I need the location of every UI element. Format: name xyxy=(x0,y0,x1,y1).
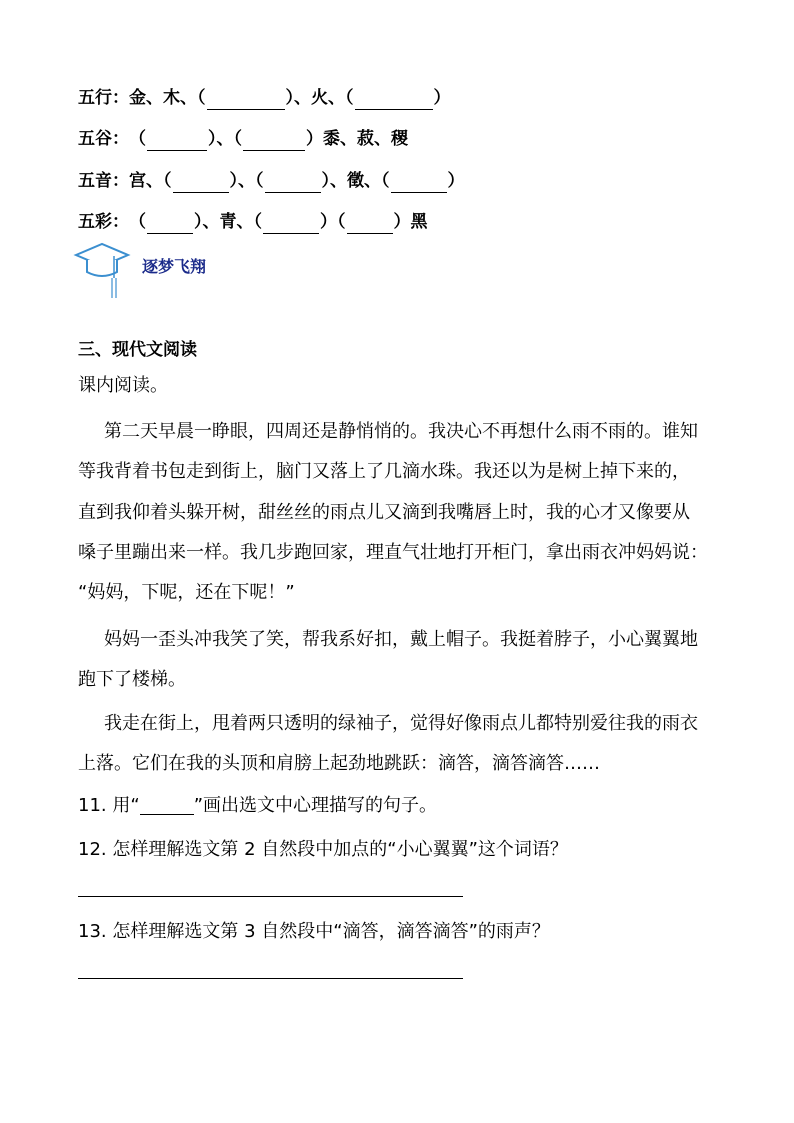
wuxing-blank-1[interactable] xyxy=(207,92,285,110)
wuxing-text-a: 金、木、（ xyxy=(129,88,206,108)
wuyin-text-b: ）、（ xyxy=(229,171,264,191)
section-subtitle: 课内阅读。 xyxy=(78,375,168,396)
wugu-blank-1[interactable] xyxy=(147,133,207,151)
wucai-blank-2[interactable] xyxy=(263,216,319,234)
wuxing-line xyxy=(78,86,451,110)
wuxing-label: 五行： xyxy=(78,88,129,108)
wuyin-text-d: ） xyxy=(447,171,465,191)
wucai-label: 五彩： xyxy=(78,212,129,232)
wuyin-line xyxy=(78,169,465,193)
wucai-text-d: ）黑 xyxy=(393,212,428,232)
wuyin-text-c: ）、徵、（ xyxy=(321,171,390,191)
passage-p3-l1: 我走在街上，甩着两只透明的绿袖子，觉得好像雨点儿都特别爱往我的雨衣 xyxy=(104,713,698,734)
wuxing-blank-2[interactable] xyxy=(355,92,433,110)
wugu-blank-2[interactable] xyxy=(243,133,305,151)
wuyin-label: 五音： xyxy=(78,171,129,191)
passage-p1-l1: 第二天早晨一睁眼，四周还是静悄悄的。我决心不再想什么雨不雨的。谁知 xyxy=(104,421,698,442)
question-11-blank[interactable] xyxy=(140,794,194,815)
wucai-text-a: （ xyxy=(129,212,146,232)
wugu-label: 五谷： xyxy=(78,129,129,149)
passage-p2-l2: 跑下了楼梯。 xyxy=(78,669,186,690)
passage-p3-l2: 上落。它们在我的头顶和肩膀上起劲地跳跃：滴答，滴答滴答…… xyxy=(78,753,600,774)
question-11 xyxy=(78,792,437,820)
passage-p1-l2: 等我背着书包走到街上，脑门又落上了几滴水珠。我还以为是树上掉下来的， xyxy=(78,461,690,482)
wuxing-text-b: ）、火、（ xyxy=(285,88,354,108)
passage-p1-l3: 直到我仰着头躲开树，甜丝丝的雨点儿又滴到我嘴唇上时，我的心才又像要从 xyxy=(78,502,690,523)
wugu-text-b: ）、（ xyxy=(208,129,242,149)
wuxing-text-c: ） xyxy=(433,88,451,108)
question-11-pre: 11. 用“ xyxy=(78,795,140,816)
question-11-post: ”画出选文中心理描写的句子。 xyxy=(193,795,438,816)
wuyin-text-a: 宫、（ xyxy=(129,171,172,191)
wuyin-blank-3[interactable] xyxy=(391,175,447,193)
answer-line-12[interactable] xyxy=(78,896,463,897)
wugu-text-c: ）黍、菽、稷 xyxy=(306,129,408,149)
wucai-blank-3[interactable] xyxy=(347,216,393,234)
section-title: 三、现代文阅读 xyxy=(78,340,197,360)
banner xyxy=(72,238,232,300)
passage-p1-l5: “妈妈，下呢，还在下呢！” xyxy=(78,582,295,603)
graduation-cap-icon xyxy=(72,238,132,300)
wugu-text-a: （ xyxy=(129,129,146,149)
wucai-line xyxy=(78,210,428,234)
question-13: 13. 怎样理解选文第 3 自然段中“滴答，滴答滴答”的雨声？ xyxy=(78,921,550,942)
question-12: 12. 怎样理解选文第 2 自然段中加点的“小心翼翼”这个词语？ xyxy=(78,839,568,860)
answer-line-13[interactable] xyxy=(78,978,463,979)
passage-p2-l1: 妈妈一歪头冲我笑了笑，帮我系好扣，戴上帽子。我挺着脖子，小心翼翼地 xyxy=(104,629,698,650)
wucai-blank-1[interactable] xyxy=(147,216,193,234)
passage-p1-l4: 嗓子里蹦出来一样。我几步跑回家，理直气壮地打开柜门，拿出雨衣冲妈妈说： xyxy=(78,542,708,563)
wuyin-blank-2[interactable] xyxy=(265,175,321,193)
wucai-text-c: ）（ xyxy=(320,212,346,232)
wuyin-blank-1[interactable] xyxy=(173,175,229,193)
wucai-text-b: ）、青、（ xyxy=(194,212,262,232)
wugu-line xyxy=(78,127,408,151)
banner-title: 逐梦飞翔 xyxy=(142,257,207,276)
